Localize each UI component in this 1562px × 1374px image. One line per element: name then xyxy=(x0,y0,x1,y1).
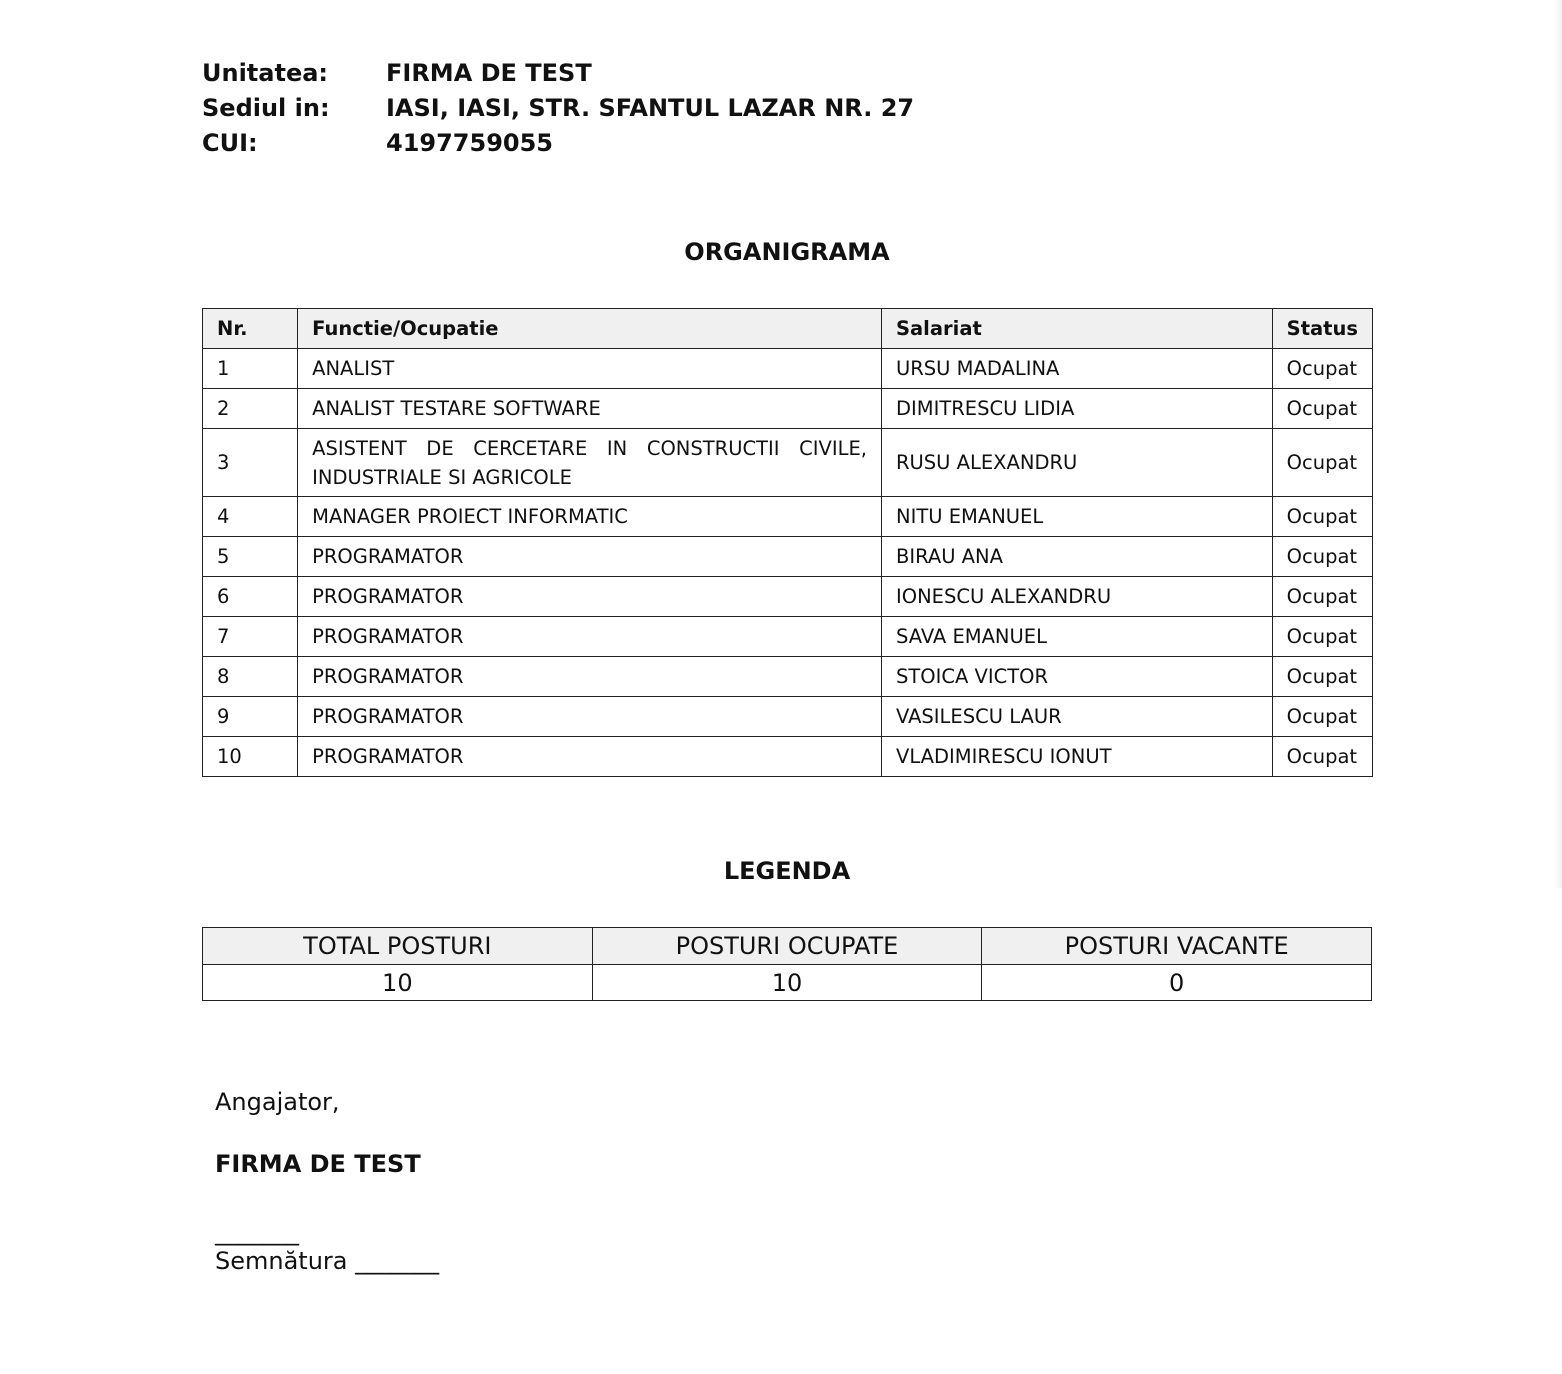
cui-label: CUI: xyxy=(202,129,258,157)
legend-value-vacant: 0 xyxy=(982,965,1372,1001)
cell-nr: 2 xyxy=(203,389,298,429)
signature-label: Semnătura _______ xyxy=(215,1247,440,1275)
cell-nr: 10 xyxy=(203,737,298,777)
cell-employee: VLADIMIRESCU IONUT xyxy=(881,737,1272,777)
cell-employee: VASILESCU LAUR xyxy=(881,697,1272,737)
cui-value: 4197759055 xyxy=(386,129,553,157)
cui-row xyxy=(202,126,914,161)
cell-status: Ocupat xyxy=(1272,617,1372,657)
cell-function: PROGRAMATOR xyxy=(298,617,882,657)
table-row xyxy=(203,429,1373,497)
cell-employee: DIMITRESCU LIDIA xyxy=(881,389,1272,429)
column-header-status: Status xyxy=(1272,309,1372,349)
column-header-nr: Nr. xyxy=(203,309,298,349)
table-row xyxy=(203,657,1373,697)
legend-value-occupied: 10 xyxy=(592,965,982,1001)
legend-table xyxy=(202,927,1372,1001)
cell-employee: NITU EMANUEL xyxy=(881,497,1272,537)
organigram-body xyxy=(203,349,1373,777)
table-row xyxy=(203,537,1373,577)
seat-row xyxy=(202,91,914,126)
legend-title: LEGENDA xyxy=(723,857,851,885)
table-row xyxy=(203,737,1373,777)
unit-label: Unitatea: xyxy=(202,59,329,87)
cell-function: PROGRAMATOR xyxy=(298,737,882,777)
cell-nr: 3 xyxy=(203,429,298,497)
cell-function: ANALIST xyxy=(298,349,882,389)
employer-label: Angajator, xyxy=(215,1088,340,1116)
legend-header-row xyxy=(203,928,1372,965)
cell-function: ANALIST TESTARE SOFTWARE xyxy=(298,389,882,429)
scrollbar-track[interactable] xyxy=(1554,0,1562,888)
cell-nr: 6 xyxy=(203,577,298,617)
cell-function: PROGRAMATOR xyxy=(298,577,882,617)
cell-employee: URSU MADALINA xyxy=(881,349,1272,389)
cell-nr: 9 xyxy=(203,697,298,737)
table-row xyxy=(203,697,1373,737)
table-row xyxy=(203,577,1373,617)
table-row xyxy=(203,497,1373,537)
company-header xyxy=(202,56,914,161)
cell-nr: 5 xyxy=(203,537,298,577)
unit-value: FIRMA DE TEST xyxy=(386,59,592,87)
unit-row xyxy=(202,56,914,91)
cell-employee: BIRAU ANA xyxy=(881,537,1272,577)
cell-function: PROGRAMATOR xyxy=(298,537,882,577)
cell-employee: IONESCU ALEXANDRU xyxy=(881,577,1272,617)
employer-firm-name: FIRMA DE TEST xyxy=(215,1150,421,1178)
seat-value: IASI, IASI, STR. SFANTUL LAZAR NR. 27 xyxy=(386,94,915,122)
cell-employee: SAVA EMANUEL xyxy=(881,617,1272,657)
table-header-row xyxy=(203,309,1373,349)
legend-value-row xyxy=(203,965,1372,1001)
cell-function: MANAGER PROIECT INFORMATIC xyxy=(298,497,882,537)
cell-nr: 8 xyxy=(203,657,298,697)
cell-status: Ocupat xyxy=(1272,737,1372,777)
table-row xyxy=(203,389,1373,429)
column-header-function: Functie/Ocupatie xyxy=(298,309,882,349)
cell-nr: 4 xyxy=(203,497,298,537)
cell-status: Ocupat xyxy=(1272,429,1372,497)
cell-function: PROGRAMATOR xyxy=(298,697,882,737)
organigram-title: ORGANIGRAMA xyxy=(684,238,890,266)
cell-status: Ocupat xyxy=(1272,657,1372,697)
column-header-employee: Salariat xyxy=(881,309,1272,349)
legend-header-total: TOTAL POSTURI xyxy=(203,928,593,965)
cell-employee: STOICA VICTOR xyxy=(881,657,1272,697)
table-row xyxy=(203,617,1373,657)
legend-value-total: 10 xyxy=(203,965,593,1001)
cell-status: Ocupat xyxy=(1272,389,1372,429)
cell-status: Ocupat xyxy=(1272,349,1372,389)
cell-function: ASISTENT DE CERCETARE IN CONSTRUCTII CIVILE, INDUSTRIALE SI AGRICOLE xyxy=(298,429,882,497)
cell-employee: RUSU ALEXANDRU xyxy=(881,429,1272,497)
cell-status: Ocupat xyxy=(1272,537,1372,577)
cell-status: Ocupat xyxy=(1272,497,1372,537)
cell-function: PROGRAMATOR xyxy=(298,657,882,697)
cell-status: Ocupat xyxy=(1272,577,1372,617)
legend-header-vacant: POSTURI VACANTE xyxy=(982,928,1372,965)
cell-nr: 1 xyxy=(203,349,298,389)
legend-header-occupied: POSTURI OCUPATE xyxy=(592,928,982,965)
organigram-table xyxy=(202,308,1373,777)
cell-status: Ocupat xyxy=(1272,697,1372,737)
signature-blank-line: _______ xyxy=(215,1218,299,1246)
seat-label: Sediul in: xyxy=(202,94,330,122)
table-row xyxy=(203,349,1373,389)
cell-nr: 7 xyxy=(203,617,298,657)
